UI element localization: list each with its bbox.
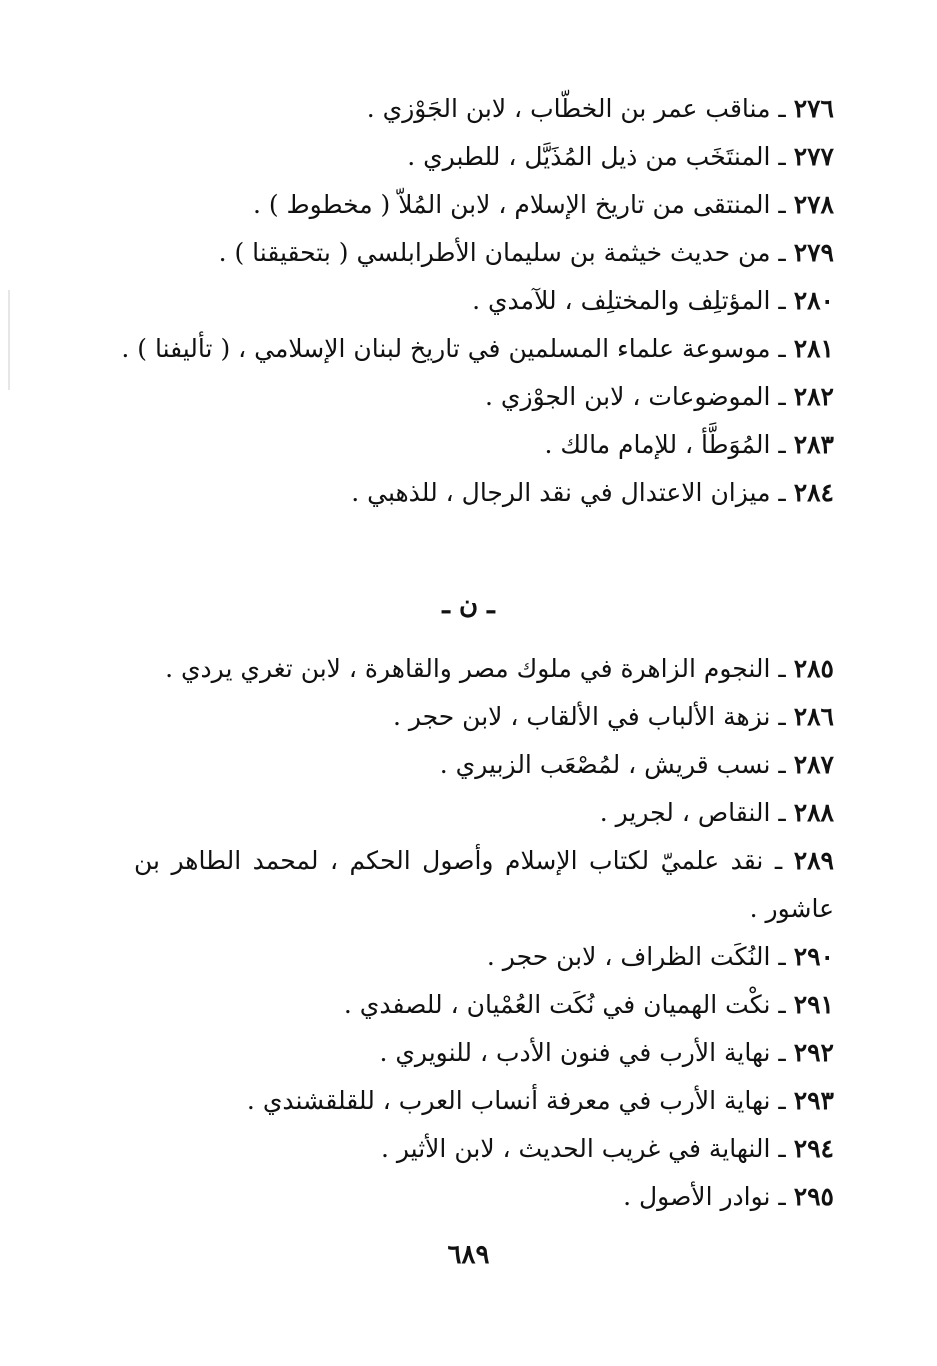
list-item xyxy=(134,693,834,741)
entry-number: ٢٨٩ xyxy=(793,846,834,875)
list-item xyxy=(134,837,834,933)
entry-number: ٢٨٨ xyxy=(793,798,834,827)
entry-text: ـ نقد علميّ لكتاب الإسلام وأصول الحكم ، لمحمد الطاهر بن عاشور . xyxy=(134,846,834,923)
section-heading: ـ ن ـ xyxy=(442,590,495,620)
entry-text: ـ مناقب عمر بن الخطّاب ، لابن الجَوْزي . xyxy=(366,94,794,123)
entry-text: ـ المُوَطَّأ ، للإمام مالك . xyxy=(544,430,794,459)
list-item xyxy=(134,1077,834,1125)
list-item xyxy=(134,181,834,229)
entry-text: ـ المنتقى من تاريخ الإسلام ، لابن المُلاّ ( مخطوط ) . xyxy=(252,190,794,219)
entry-number: ٢٧٩ xyxy=(793,238,834,267)
list-item xyxy=(121,325,834,373)
list-item xyxy=(134,373,834,421)
entry-text: ـ الموضوعات ، لابن الجوْزي . xyxy=(485,382,794,411)
entry-number: ٢٩٣ xyxy=(793,1086,834,1115)
entry-number: ٢٩٤ xyxy=(793,1134,834,1163)
entry-text: ـ النجوم الزاهرة في ملوك مصر والقاهرة ، لابن تغري يردي . xyxy=(165,654,794,683)
entry-text: ـ المؤتلِف والمختلِف ، للآمدي . xyxy=(472,286,794,315)
entry-text: ـ موسوعة علماء المسلمين في تاريخ لبنان الإسلامي ، ( تأليفنا ) . xyxy=(121,334,794,363)
list-item xyxy=(134,645,834,693)
entry-text: ـ نكْت الهميان في نُكَت العُمْيان ، للصفدي . xyxy=(343,990,794,1019)
bibliography-list-noon xyxy=(134,645,834,1221)
bibliography-list-meem xyxy=(121,85,834,517)
entry-text: ـ المنتَخَب من ذيل المُذَيَّل ، للطبري . xyxy=(407,142,794,171)
entry-number: ٢٨٢ xyxy=(793,382,834,411)
list-item xyxy=(134,85,834,133)
entry-text: ـ نوادر الأصول . xyxy=(623,1182,794,1211)
entry-number: ٢٩٥ xyxy=(793,1182,834,1211)
entry-number: ٢٨٣ xyxy=(793,430,834,459)
entry-text: ـ نزهة الألباب في الألقاب ، لابن حجر . xyxy=(392,702,794,731)
list-item xyxy=(134,933,834,981)
entry-number: ٢٧٨ xyxy=(793,190,834,219)
entry-text: ـ ميزان الاعتدال في نقد الرجال ، للذهبي . xyxy=(351,478,794,507)
entry-number: ٢٨١ xyxy=(793,334,834,363)
entry-number: ٢٨٤ xyxy=(793,478,834,507)
list-item xyxy=(134,1029,834,1077)
entry-number: ٢٩٢ xyxy=(793,1038,834,1067)
entry-number: ٢٩٠ xyxy=(793,942,834,971)
margin-mark xyxy=(8,290,10,390)
list-item xyxy=(134,133,834,181)
list-item xyxy=(134,741,834,789)
entry-text: ـ نهاية الأرب في فنون الأدب ، للنويري . xyxy=(379,1038,794,1067)
entry-text: ـ النُكَت الظراف ، لابن حجر . xyxy=(486,942,794,971)
list-item xyxy=(134,277,834,325)
list-item xyxy=(134,1173,834,1221)
list-item xyxy=(134,981,834,1029)
list-item xyxy=(134,421,834,469)
list-item xyxy=(134,1125,834,1173)
entry-number: ٢٩١ xyxy=(793,990,834,1019)
entry-number: ٢٨٥ xyxy=(793,654,834,683)
entry-number: ٢٨٦ xyxy=(793,702,834,731)
page-number: ٦٨٩ xyxy=(447,1240,490,1270)
entry-text: ـ نسب قريش ، لمُصْعَب الزبيري . xyxy=(439,750,794,779)
entry-number: ٢٧٧ xyxy=(793,142,834,171)
entry-text: ـ من حديث خيثمة بن سليمان الأطرابلسي ( بتحقيقنا ) . xyxy=(218,238,794,267)
list-item xyxy=(134,789,834,837)
entry-number: ٢٨٠ xyxy=(793,286,834,315)
entry-text: ـ النهاية في غريب الحديث ، لابن الأثير . xyxy=(380,1134,794,1163)
entry-number: ٢٧٦ xyxy=(793,94,834,123)
list-item xyxy=(134,229,834,277)
entry-text: ـ النقاص ، لجرير . xyxy=(599,798,794,827)
list-item xyxy=(134,469,834,517)
entry-text: ـ نهاية الأرب في معرفة أنساب العرب ، للقلقشندي . xyxy=(246,1086,794,1115)
entry-number: ٢٨٧ xyxy=(793,750,834,779)
